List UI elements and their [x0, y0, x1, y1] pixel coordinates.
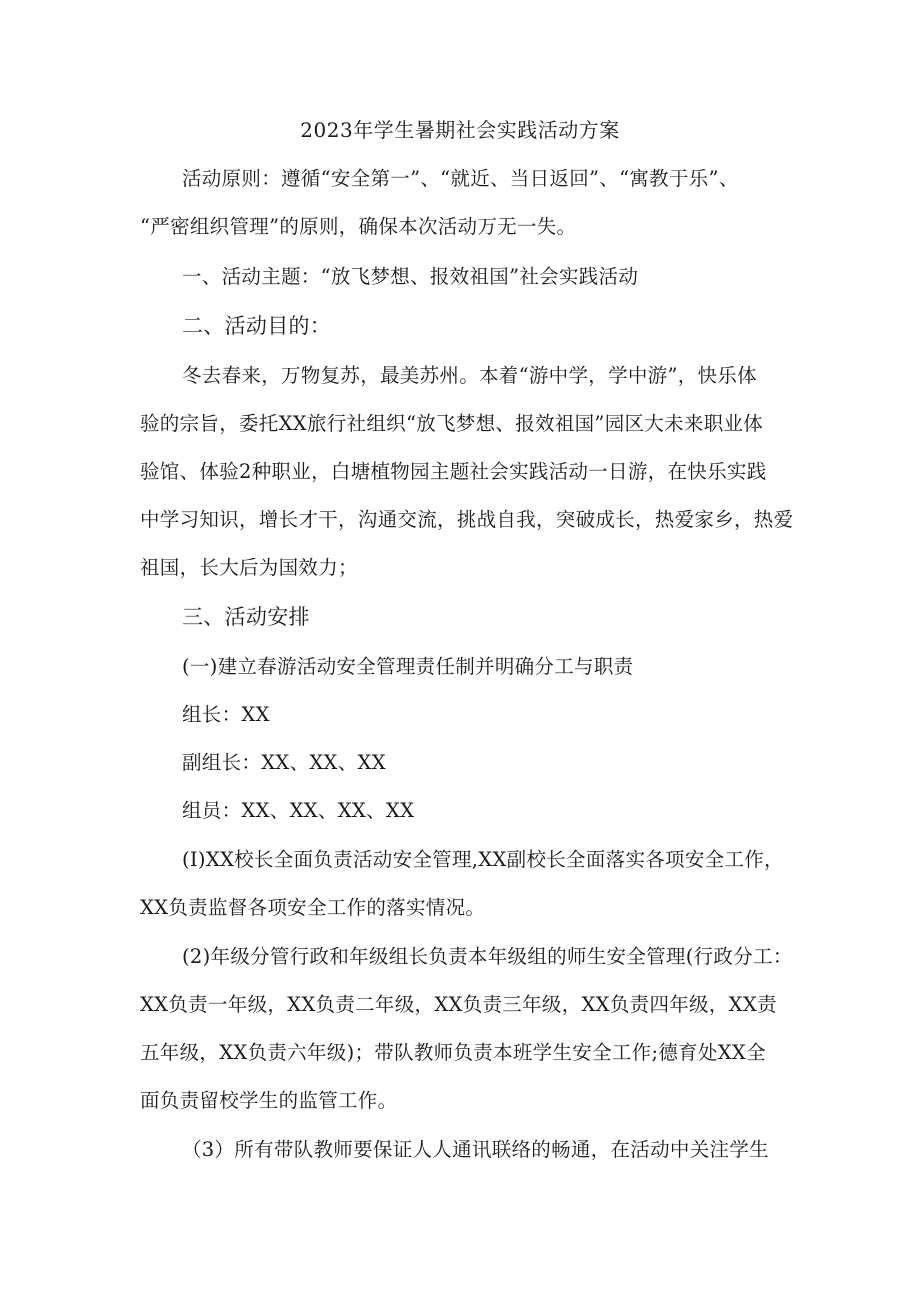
team-leader-line: 组长：XX [182, 703, 270, 726]
item-2-line-4: 面负责留校学生的监管工作。 [140, 1089, 398, 1112]
paragraph-principle-line-2: “严密组织管理”的原则，确保本次活动万无一失。 [140, 215, 577, 238]
paragraph-principle-line-1: 活动原则：遵循“安全第一”、“就近、当日返回”、“寓教于乐”、 [182, 167, 739, 190]
item-2-line-3: 五年级，XX负责六年级)；带队教师负责本班学生安全工作;德育处XX全 [140, 1041, 766, 1064]
item-2-line-1: (2)年级分管行政和年级组长负责本年级组的师生安全管理(行政分工： [182, 945, 793, 968]
item-1-line-1: (I)XX校长全面负责活动安全管理,XX副校长全面落实各项安全工作， [182, 848, 784, 871]
item-2-line-2: XX负责一年级，XX负责二年级，XX负责三年级，XX负责四年级，XX责 [140, 993, 777, 1016]
paragraph-purpose-line-4: 中学习知识，增长才干，沟通交流，挑战自我，突破成长，热爱家乡，热爱 [140, 508, 794, 531]
paragraph-purpose-line-3: 验馆、体验2种职业，白塘植物园主题社会实践活动一日游，在快乐实践 [140, 460, 767, 483]
item-1-line-2: XX负责监督各项安全工作的落实情况。 [140, 896, 486, 919]
document-title: 2023年学生暑期社会实践活动方案 [300, 118, 620, 142]
paragraph-purpose-line-2: 验的宗旨，委托XX旅行社组织“放飞梦想、报效祖国”园区大未来职业体 [140, 412, 764, 435]
section-heading-arrangement: 三、活动安排 [182, 605, 310, 629]
deputy-leader-line: 副组长：XX、XX、XX [182, 751, 386, 774]
subsection-heading-responsibility: (一)建立春游活动安全管理责任制并明确分工与职责 [182, 655, 634, 678]
paragraph-purpose-line-1: 冬去春来，万物复苏，最美苏州。本着“游中学，学中游”，快乐体 [182, 364, 757, 387]
section-heading-theme: 一、活动主题：“放飞梦想、报效祖国”社会实践活动 [182, 265, 639, 288]
section-heading-purpose: 二、活动目的： [182, 314, 332, 338]
item-3-line-1: （3）所有带队教师要保证人人通讯联络的畅通，在活动中关注学生 [182, 1138, 769, 1161]
team-members-line: 组员：XX、XX、XX、XX [182, 799, 415, 822]
paragraph-purpose-line-5: 祖国，长大后为国效力； [140, 556, 358, 579]
